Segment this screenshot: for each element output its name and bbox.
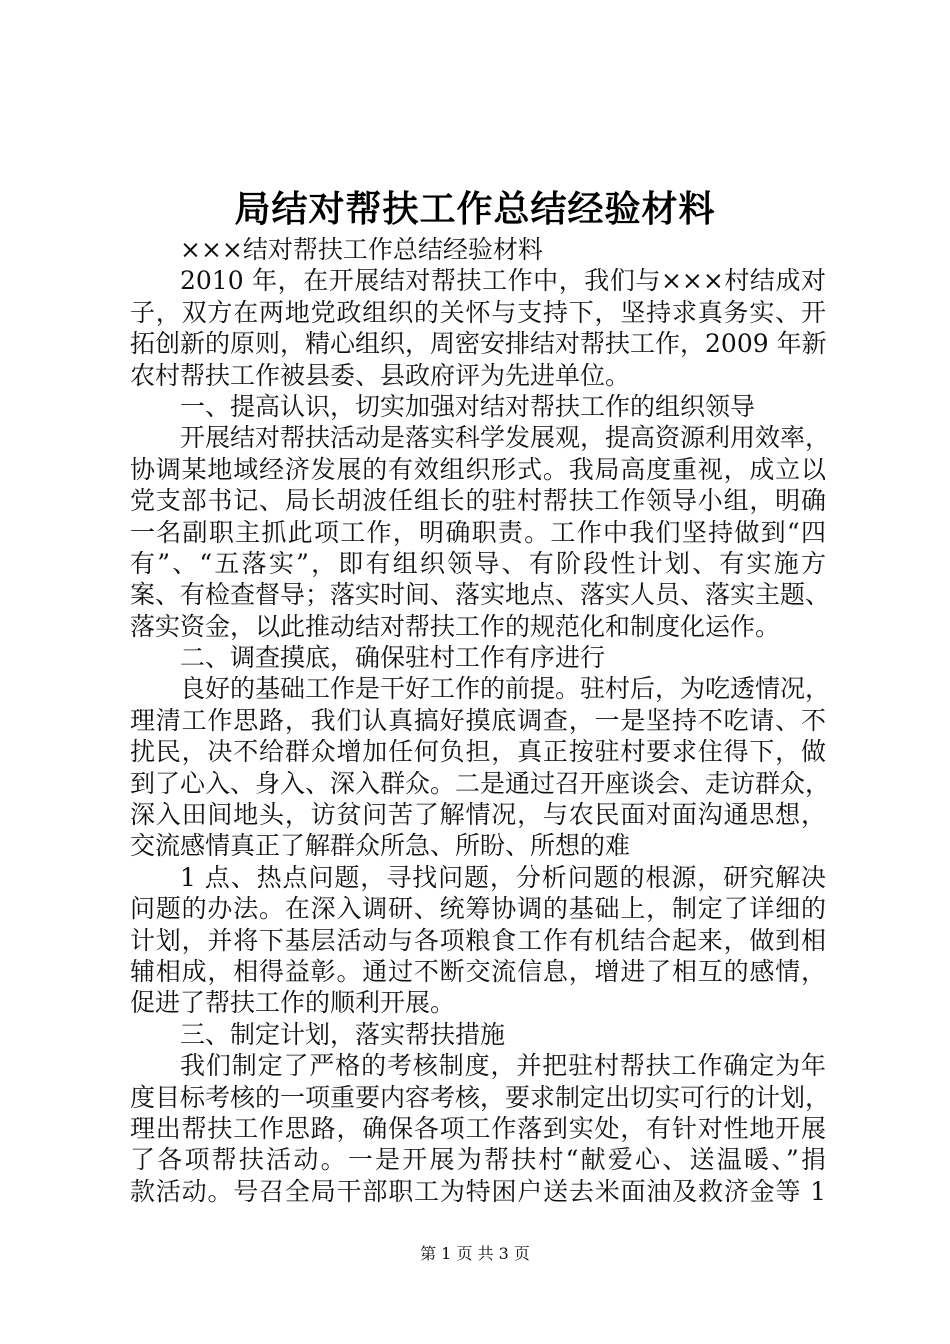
text-line: 到了心入、身入、深入群众。二是通过召开座谈会、走访群众， <box>130 768 831 798</box>
text-line: 深入田间地头，访贫问苦了解情况，与农民面对面沟通思想， <box>130 800 826 830</box>
text-line: 交流感情真正了解群众所急、所盼、所想的难 <box>130 831 631 861</box>
text-line: 2010 年，在开展结对帮扶工作中，我们与×××村结成对 <box>180 266 826 296</box>
text-line: 辅相成，相得益彰。通过不断交流信息，增进了相互的感情， <box>130 956 826 986</box>
text-line: ×××结对帮扶工作总结经验材料 <box>180 235 543 264</box>
text-line: 促进了帮扶工作的顺利开展。 <box>130 988 456 1018</box>
page-footer: 第 1 页 共 3 页 <box>420 1244 530 1263</box>
text-line: 开展结对帮扶活动是落实科学发展观，提高资源利用效率， <box>180 423 831 453</box>
text-line: 子，双方在两地党政组织的关怀与支持下，坚持求真务实、开 <box>130 297 826 327</box>
text-line: 有”、“五落实”，即有组织领导、有阶段性计划、有实施方 <box>130 548 826 578</box>
document-body <box>130 234 831 1207</box>
text-line: 拓创新的原则，精心组织，周密安排结对帮扶工作，2009 年新 <box>130 329 827 359</box>
text-line: 一名副职主抓此项工作，明确职责。工作中我们坚持做到“四 <box>130 517 826 547</box>
text-line: 款活动。号召全局干部职工为特困户送去米面油及救济金等 1 <box>130 1176 826 1206</box>
text-line: 了各项帮扶活动。一是开展为帮扶村“献爱心、送温暖、”捐 <box>130 1145 826 1175</box>
text-line: 协调某地域经济发展的有效组织形式。我局高度重视，成立以 <box>130 454 826 484</box>
text-line: 我们制定了严格的考核制度，并把驻村帮扶工作确定为年 <box>180 1051 826 1081</box>
text-line: 计划，并将下基层活动与各项粮食工作有机结合起来，做到相 <box>130 925 826 955</box>
text-line: 理出帮扶工作思路，确保各项工作落到实处，有针对性地开展 <box>130 1113 826 1143</box>
document-title: 局结对帮扶工作总结经验材料 <box>234 188 716 230</box>
text-line: 问题的办法。在深入调研、统筹协调的基础上，制定了详细的 <box>130 894 826 924</box>
text-line: 党支部书记、局长胡波任组长的驻村帮扶工作领导小组，明确 <box>130 486 826 516</box>
text-line: 一、提高认识，切实加强对结对帮扶工作的组织领导 <box>180 391 756 421</box>
text-line: 度目标考核的一项重要内容考核，要求制定出切实可行的计划， <box>130 1082 831 1112</box>
text-line: 案、有检查督导；落实时间、落实地点、落实人员、落实主题、 <box>130 580 831 610</box>
text-line: 理清工作思路，我们认真搞好摸底调查，一是坚持不吃请、不 <box>130 705 826 735</box>
text-line: 1 点、热点问题，寻找问题，分析问题的根源，研究解决 <box>180 862 826 892</box>
text-line: 落实资金，以此推动结对帮扶工作的规范化和制度化运作。 <box>130 611 781 641</box>
text-line: 扰民，决不给群众增加任何负担，真正按驻村要求住得下，做 <box>130 737 826 767</box>
text-line: 农村帮扶工作被县委、县政府评为先进单位。 <box>130 360 631 390</box>
text-line: 三、制定计划，落实帮扶措施 <box>180 1019 506 1049</box>
text-line: 良好的基础工作是干好工作的前提。驻村后，为吃透情况， <box>180 674 831 704</box>
text-line: 二、调查摸底，确保驻村工作有序进行 <box>180 643 606 673</box>
